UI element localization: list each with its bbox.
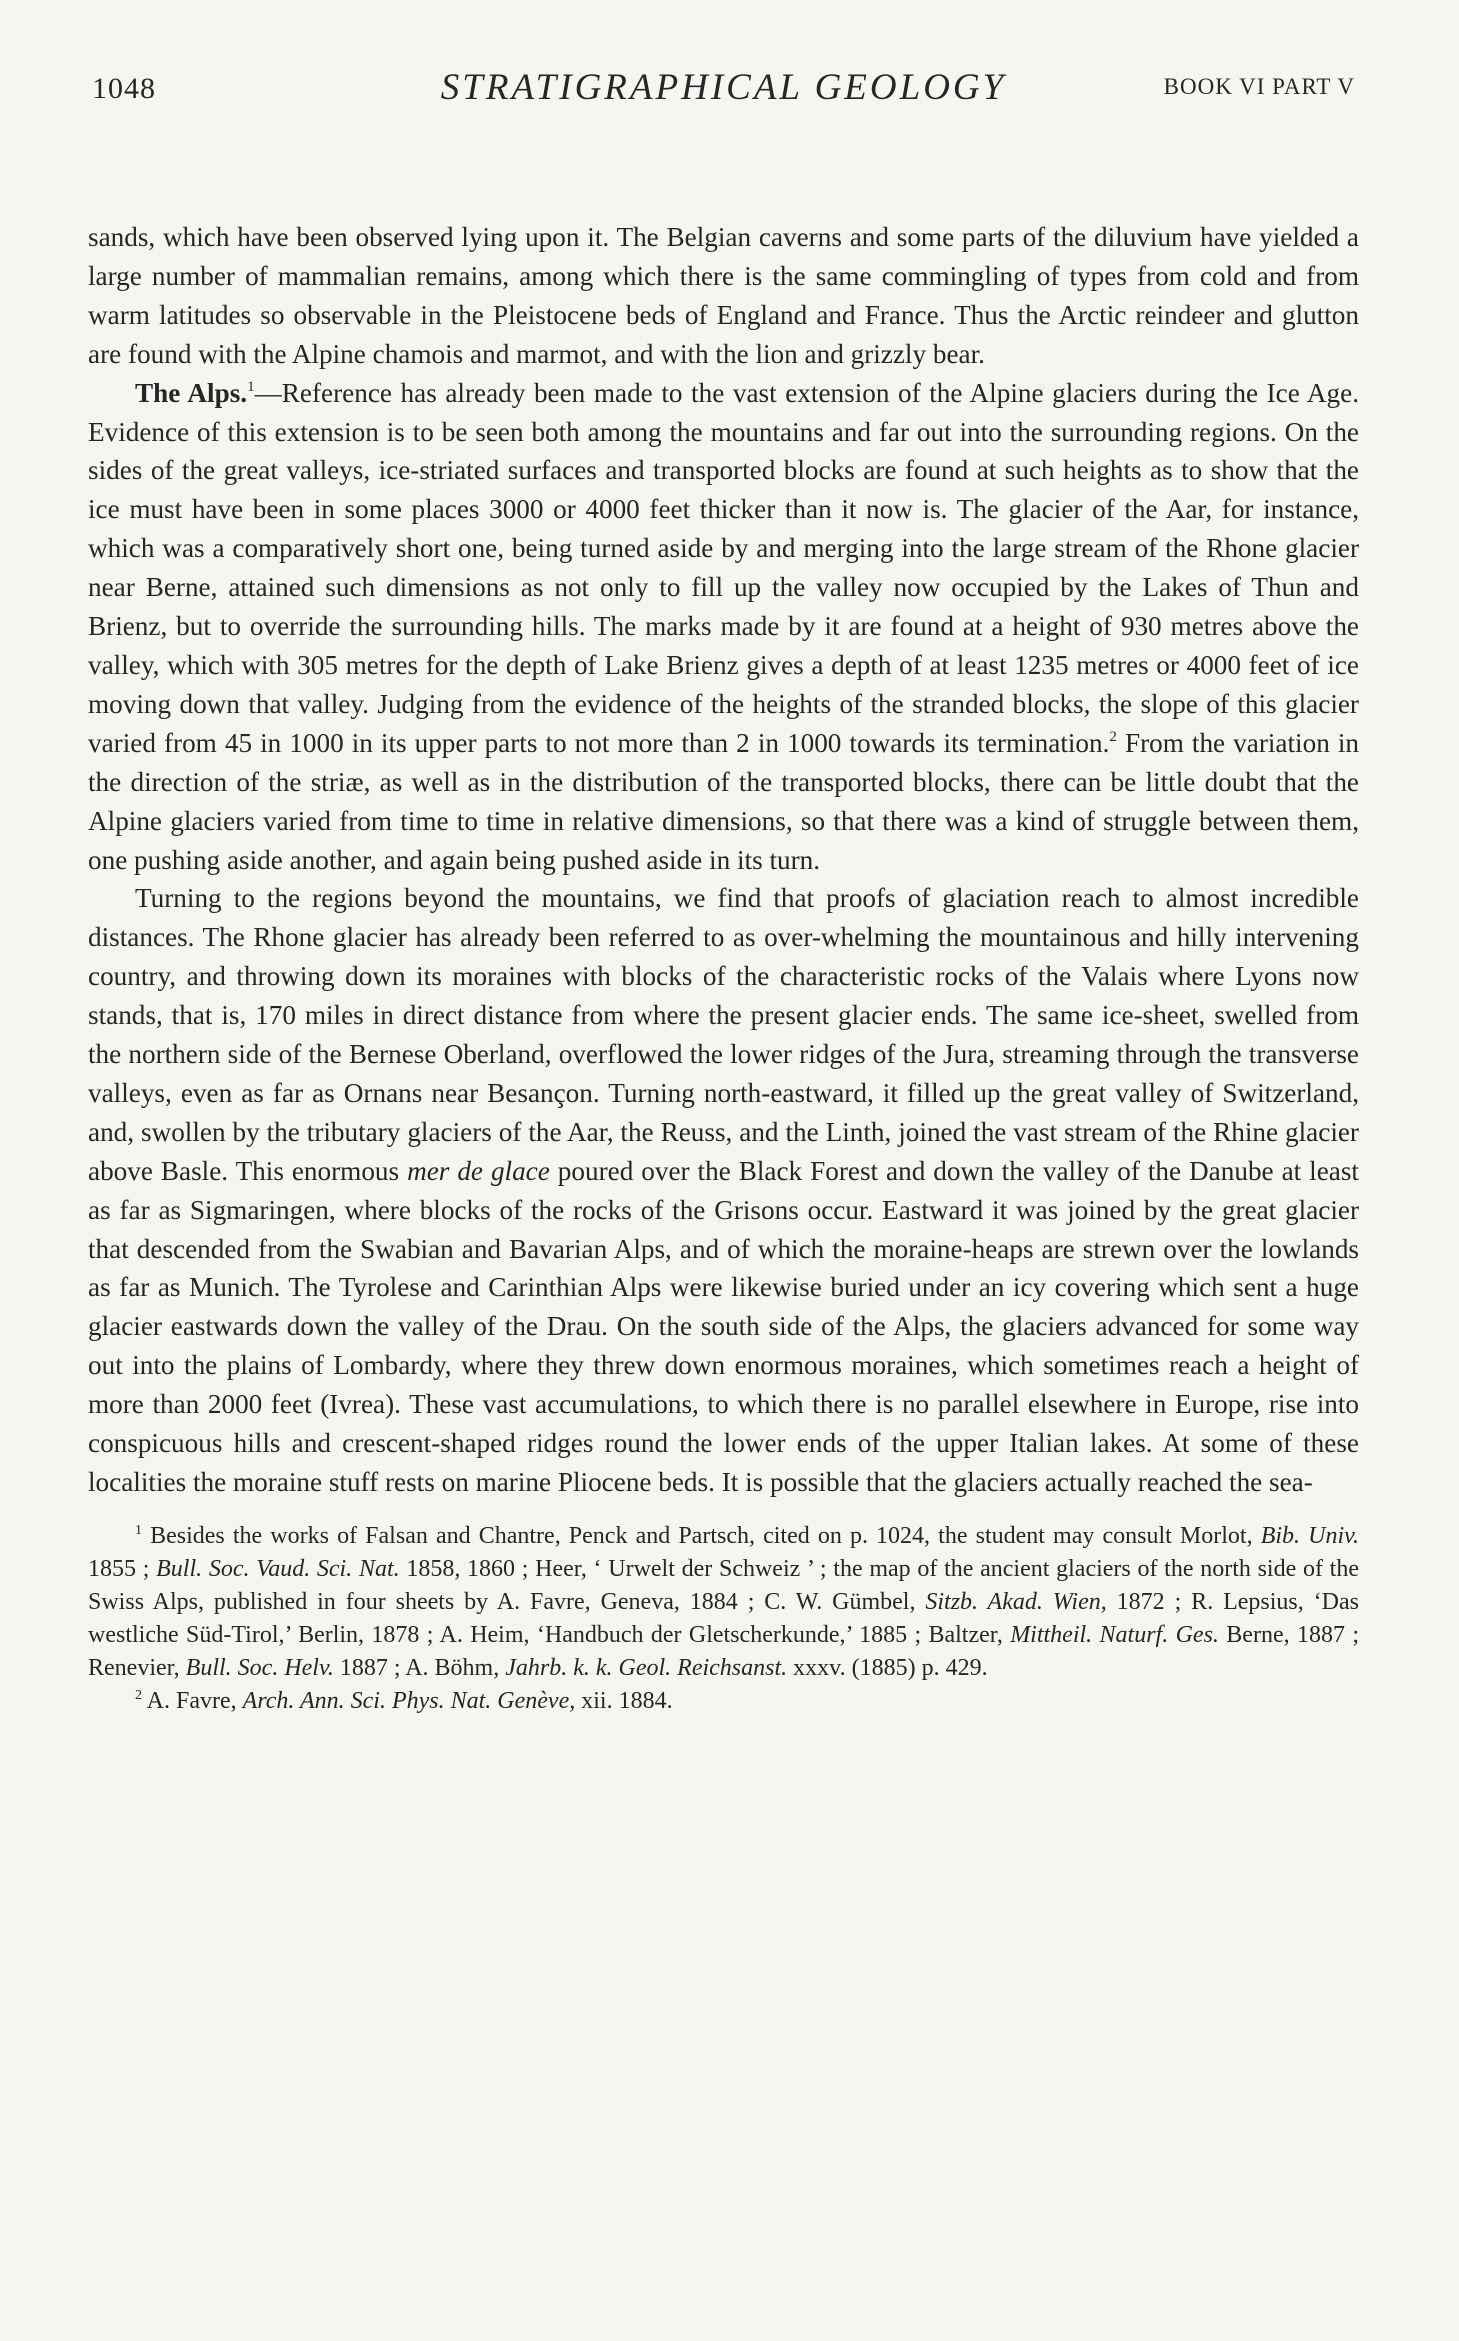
page-number: 1048 bbox=[92, 72, 156, 105]
running-header bbox=[88, 62, 1359, 118]
footnote-2: $^2$ A. Favre, Arch. Ann. Sci. Phys. Nat. Genève, xii. 1884. bbox=[135, 1687, 673, 1714]
paragraph-alps: The Alps.$^1$—Reference has already been made to the vast extension of the Alpine glaciers during the Ice Age. Evidence of this extension is to be seen both among the mountains and far out into the surrounding regions. On the sides of the great valleys, ice-striated surfaces and transported blocks are found at such heights as to show that the ice must have been in some places 3000 or 4000 feet thicker than it now is. The glacier of the Aar, for instance, which was a comparatively short one, being turned aside by and merging into the large stream of the Rhone glacier near Berne, attained such dimensions as not only to fill up the valley now occupied by the Lakes of Thun and Brienz, but to override the surrounding hills. The marks made by it are found at a height of 930 metres above the valley, which with 305 metres for the depth of Lake Brienz gives a depth of at least 1235 metres or 4000 feet of ice moving down that valley. Judging from the evidence of the heights of the stranded blocks, the slope of this glacier varied from 45 in 1000 in its upper parts to not more than 2 in 1000 towards its termination.$^2$ From the variation in the direction of the striæ, as well as in the distribution of the transported blocks, there can be little doubt that the Alpine glaciers varied from time to time in relative dimensions, so that there was a kind of struggle between them, one pushing aside another, and again being pushed aside in its turn. bbox=[88, 377, 1359, 875]
running-title: STRATIGRAPHICAL GEOLOGY bbox=[440, 67, 1007, 108]
section-label: BOOK VI PART V bbox=[1163, 74, 1355, 99]
paragraph-belgian-caverns: sands, which have been observed lying upon it. The Belgian caverns and some parts of the diluvium have yielded a large number of mammalian remains, among which there is the same commingling of types from cold and from warm latitudes so observable in the Pleistocene beds of England and France. Thus the Arctic reindeer and glutton are found with the Alpine chamois and marmot, and with the lion and grizzly bear. bbox=[88, 222, 1359, 369]
footnotes bbox=[88, 1520, 1359, 1718]
book-page bbox=[88, 62, 1359, 1718]
footnote-ref-2: 2 bbox=[1109, 728, 1117, 745]
footnote-1: $^1$ Besides the works of Falsan and Chantre, Penck and Partsch, cited on p. 1024, the student may consult Morlot, Bib. Univ. 1855 ; Bull. Soc. Vaud. Sci. Nat. 1858, 1860 ; Heer, ‘ Urwelt der Schweiz ’ ; the map of the ancient glaciers of the north side of the Swiss Alps, published in four sheets by A. Favre, Geneva, 1884 ; C. W. Gümbel, Sitzb. Akad. Wien, 1872 ; R. Lepsius, ‘Das westliche Süd-Tirol,’ Berlin, 1878 ; A. Heim, ‘Handbuch der Gletscherkunde,’ 1885 ; Baltzer, Mittheil. Naturf. Ges. Berne, 1887 ; Renevier, Bull. Soc. Helv. 1887 ; A. Böhm, Jahrb. k. k. Geol. Reichsanst. xxxv. (1885) p. 429. bbox=[88, 1522, 1359, 1681]
footnote-ref-1: 1 bbox=[247, 378, 255, 395]
paragraph-glaciation-extent: Turning to the regions beyond the mountains, we find that proofs of glaciation reach to almost incredible distances. The Rhone glacier has already been referred to as over-whelming the mountainous and hilly intervening country, and throwing down its moraines with blocks of the characteristic rocks of the Valais where Lyons now stands, that is, 170 miles in direct distance from where the present glacier ends. The same ice-sheet, swelled from the northern side of the Bernese Oberland, overflowed the lower ridges of the Jura, streaming through the transverse valleys, even as far as Ornans near Besançon. Turning north-eastward, it filled up the great valley of Switzerland, and, swollen by the tributary glaciers of the Aar, the Reuss, and the Linth, joined the vast stream of the Rhine glacier above Basle. This enormous mer de glace poured over the Black Forest and down the valley of the Danube at least as far as Sigmaringen, where blocks of the rocks of the Grisons occur. Eastward it was joined by the great glacier that descended from the Swabian and Bavarian Alps, and of which the moraine-heaps are strewn over the lowlands as far as Munich. The Tyrolese and Carinthian Alps were likewise buried under an icy covering which sent a huge glacier eastwards down the valley of the Drau. On the south side of the Alps, the glaciers advanced for some way out into the plains of Lombardy, where they threw down enormous moraines, which sometimes reach a height of more than 2000 feet (Ivrea). These vast accumulations, to which there is no parallel elsewhere in Europe, rise into conspicuous hills and crescent-shaped ridges round the lower ends of the upper Italian lakes. At some of these localities the moraine stuff rests on marine Pliocene beds. It is possible that the glaciers actually reached the sea- bbox=[88, 883, 1359, 1497]
italic-term: mer de glace bbox=[407, 1155, 550, 1186]
main-text bbox=[88, 218, 1359, 1502]
section-heading-alps: The Alps. bbox=[135, 377, 248, 408]
